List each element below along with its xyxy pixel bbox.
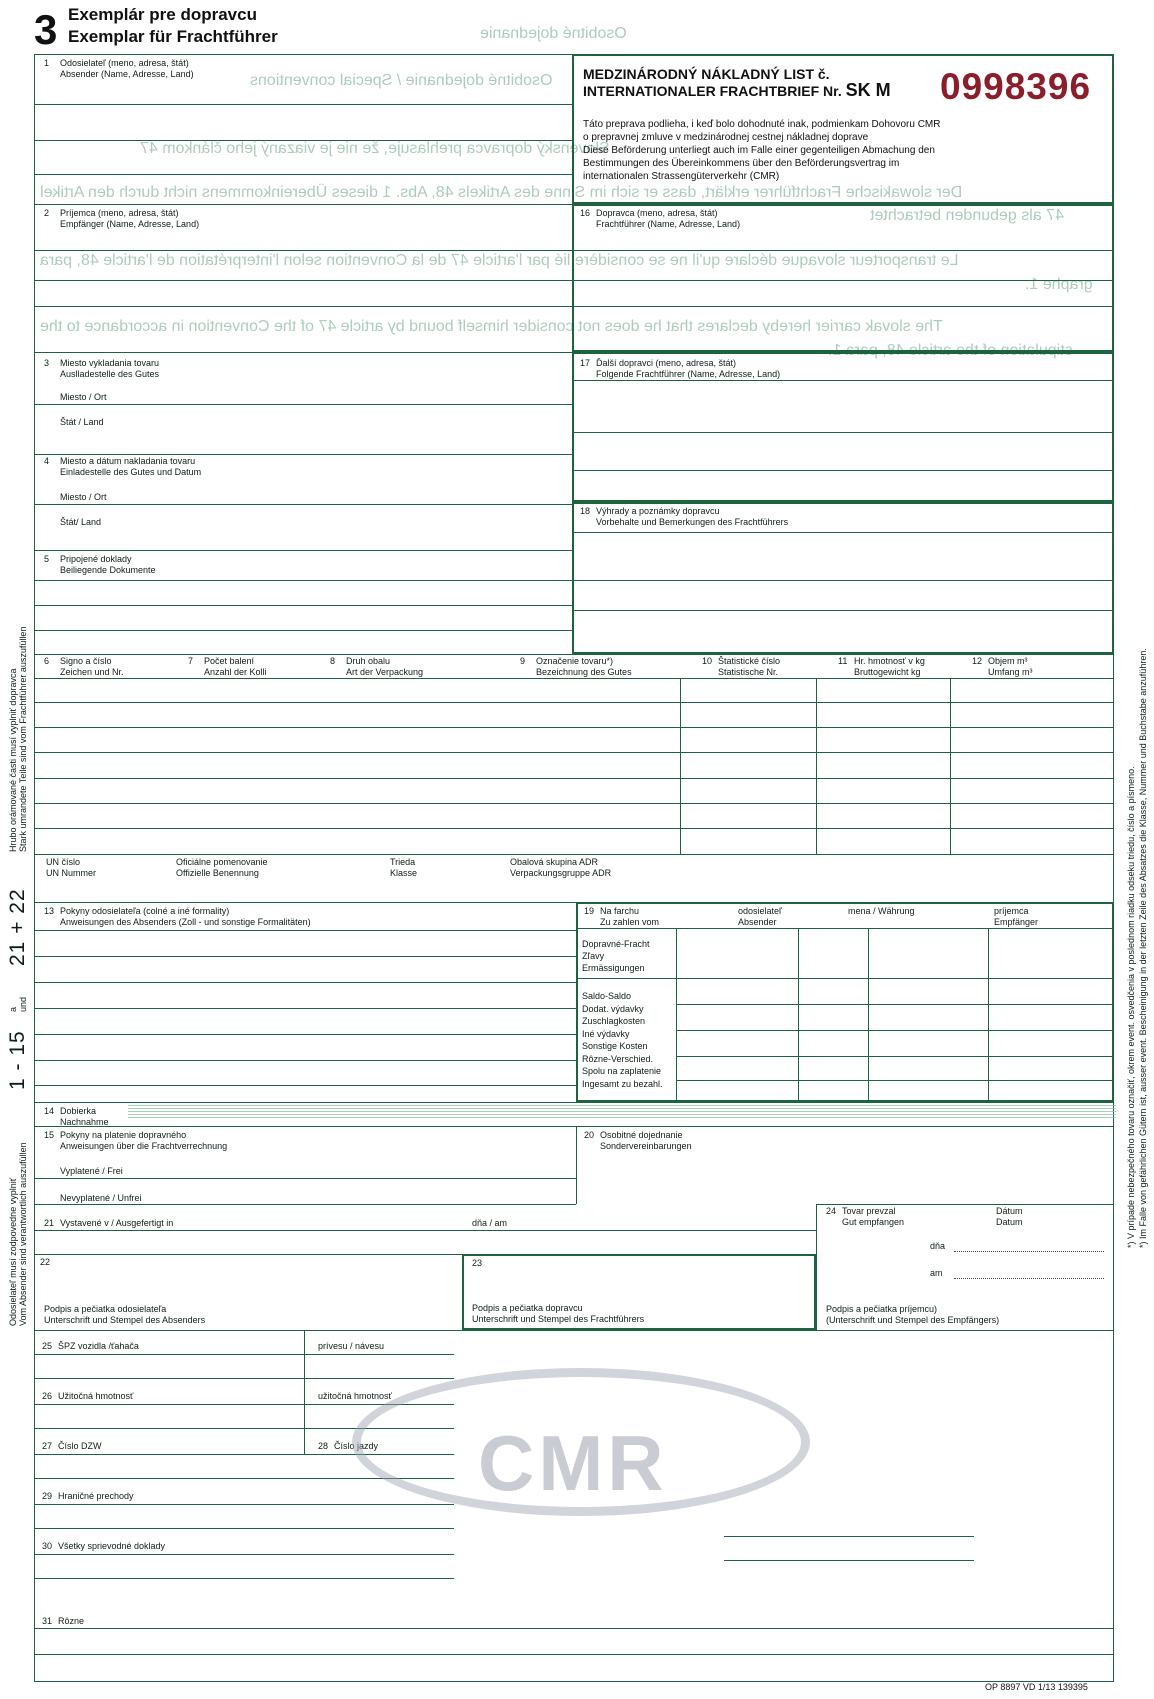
- field-22-signature: Podpis a pečiatka odosielateľa Unterschrift und Stempel des Absenders: [44, 1304, 206, 1325]
- rule: [676, 1030, 1114, 1031]
- rule: [34, 1126, 1114, 1127]
- rule: [34, 702, 1114, 703]
- rule: [798, 928, 799, 1102]
- rule: [724, 1536, 974, 1537]
- rule: [576, 928, 1114, 929]
- field-18-label: 18 Výhrady a poznámky dopravcu Vorbehalte und Bemerkungen des Frachtführers: [580, 506, 789, 527]
- rule: [868, 928, 869, 1102]
- rule: [34, 828, 1114, 829]
- field-15-paid: Vyplatené / Frei: [60, 1166, 123, 1176]
- field-16-label: 16 Dopravca (meno, adresa, štát) Frachtführer (Name, Adresse, Land): [580, 208, 741, 229]
- title-sk: MEDZINÁRODNÝ NÁKLADNÝ LIST č.: [583, 66, 830, 82]
- field-29-label: 29 Hraničné prechody: [42, 1491, 134, 1501]
- rule: [34, 280, 572, 281]
- field-23-label: 23: [472, 1258, 483, 1268]
- rule: [34, 1354, 454, 1355]
- rule: [34, 630, 572, 631]
- rule: [34, 1034, 576, 1035]
- side-note-dangerous-de: *) Im Falle von gefährlichen Gütern ist, ausser event. Bescheinigung in der letzten Zeile des Absatzes die Klasse, Nummer und Buchstabe anzuführen.: [1138, 648, 1148, 1248]
- field-31-label: 31 Rôzne: [42, 1616, 85, 1626]
- mirror-line: Osobitné dojednanie / Special conventions: [250, 72, 553, 89]
- field-24-date: Dátum Datum: [996, 1206, 1023, 1227]
- rule: [572, 532, 1114, 533]
- field-12-label: 12 Objem m³ Umfang m³: [972, 656, 1033, 677]
- side-and-sk: a: [8, 1006, 18, 1012]
- field-19-rows-a: Dopravné-Fracht Zľavy Ermässigungen: [582, 939, 650, 973]
- mirror-heading: Osobitné dojednanie: [480, 25, 627, 42]
- side-range-1-15: 1 - 15: [6, 1030, 29, 1090]
- rule: [34, 1230, 816, 1231]
- rule: [34, 1102, 1114, 1103]
- rule: [572, 580, 1114, 581]
- notice-line: internationalen Strassengüterverkehr (CMR): [583, 171, 780, 182]
- rule: [34, 803, 1114, 804]
- mirror-line: Slovenský dopravca prehlasuje, že nie je viazaný jeho článkom 47: [140, 140, 610, 157]
- rule: [572, 380, 1114, 381]
- adr-group-label: Obalová skupina ADR Verpackungsgruppe ADR: [510, 857, 612, 878]
- field-5-label: 5 Pripojené doklady Beiliegende Dokumente: [44, 554, 156, 575]
- rule: [572, 280, 1114, 281]
- field-4-label: 4 Miesto a dátum nakladania tovaru Einladestelle des Gutes und Datum: [44, 456, 202, 477]
- adr-un-label: UN číslo UN Nummer: [46, 857, 97, 878]
- field-3-place: Miesto / Ort: [60, 392, 107, 402]
- field-25-trailer: prívesu / návesu: [318, 1341, 385, 1351]
- rule: [34, 1178, 576, 1179]
- field-24-signature: Podpis a pečiatka príjemcu) (Unterschrift und Stempel des Empfängers): [826, 1304, 1000, 1325]
- rule: [34, 250, 572, 251]
- field-24-label: 24 Tovar prevzal Gut empfangen: [826, 1206, 905, 1227]
- rule: [576, 1126, 577, 1204]
- rule: [572, 306, 1114, 307]
- rule: [988, 928, 989, 1102]
- rule: [34, 605, 572, 606]
- side-note-carrier-de: Stark umrandete Teile sind vom Frachtführer auszufüllen: [18, 626, 28, 852]
- field-24-am: am: [930, 1268, 943, 1278]
- side-note-dangerous-sk: *) V prípade nebezpečného tovaru označiť, okrem event. osvedčenia v poslednom riadku odseku triedu, číslo a písmeno.: [1126, 766, 1136, 1248]
- field-21-label: 21 Vystavené v / Ausgefertigt in: [44, 1218, 174, 1228]
- field-19-recipient: príjemca Empfänger: [994, 906, 1039, 927]
- mirror-line: The slovak carrier hereby declares that he does not consider himself bound by article 47 of the Convention in accordance to the: [40, 318, 943, 335]
- field-2-label: 2 Príjemca (meno, adresa, štát) Empfänger (Name, Adresse, Land): [44, 208, 200, 229]
- field-15-unpaid: Nevyplatené / Unfrei: [60, 1193, 142, 1203]
- notice-line: Diese Beförderung unterliegt auch im Falle einer gegenteiligen Abmachung den: [583, 145, 935, 156]
- mirror-line: Der slowakische Frachtführer erklärt, dass er sich im Sinne des Artikels 48, Abs. 1 dieses Übereinkommens nicht durch den Artikel: [40, 184, 963, 201]
- rule: [34, 854, 1114, 855]
- rule: [34, 1654, 1114, 1655]
- transit-confirmation: [732, 1508, 776, 1530]
- field-23-signature: Podpis a pečiatka dopravcu Unterschrift und Stempel des Frachtführers: [472, 1303, 645, 1324]
- field-26-label-2: užitočná hmotnosť: [318, 1391, 392, 1401]
- rule: [34, 306, 572, 307]
- rule: [572, 470, 1114, 471]
- form-footer-code: OP 8897 VD 1/13 139395: [985, 1682, 1088, 1692]
- side-and-de: und: [18, 996, 28, 1012]
- rule: [34, 580, 572, 581]
- side-note-carrier-sk: Hrubo orámované časti musí vyplniť dopravca: [8, 668, 18, 852]
- field-13-label: 13 Pokyny odosielateľa (colné a iné formality) Anweisungen des Absenders (Zoll - und sonstige Formalitäten): [44, 906, 311, 927]
- notice-line: Táto preprava podlieha, i keď bolo dohodnuté inak, podmienkam Dohovoru CMR: [583, 119, 941, 130]
- rule: [816, 1204, 817, 1330]
- rule: [724, 1560, 974, 1561]
- adr-name-label: Oficiálne pomenovanie Offizielle Benennung: [176, 857, 268, 878]
- cod-stripe: [128, 1104, 1116, 1118]
- mirror-line: 47 als gebunden betrachtet: [870, 207, 1064, 224]
- field-25-label: 25 ŠPZ vozidla /ťahača: [42, 1341, 139, 1351]
- field-9-label: 9 Označenie tovaru*) Bezeichnung des Gutes: [520, 656, 632, 677]
- mirror-line: graphe 1.: [1025, 276, 1093, 293]
- rule: [676, 928, 677, 1102]
- rule: [34, 1008, 576, 1009]
- field-7-label: 7 Počet balení Anzahl der Kolli: [188, 656, 267, 677]
- field-15-label: 15 Pokyny na platenie dopravného Anweisungen über die Frachtverrechnung: [44, 1130, 228, 1151]
- rule: [34, 1085, 576, 1086]
- field-19-rows-b: Saldo-Saldo Dodat. výdavky Zuschlagkosten Iné výdavky Sonstige Kosten Rôzne-Verschied. Spolu na zaplatenie Ingesamt zu bezahl.: [582, 991, 663, 1089]
- cmr-notice: [583, 118, 940, 183]
- rule: [676, 1004, 1114, 1005]
- side-note-sender-sk: Odosielateľ musí zodpovedne vyplniť: [8, 1177, 18, 1326]
- field-19-label: 19 Na farchu Zu zahlen vom: [584, 906, 660, 927]
- rule: [34, 654, 1114, 655]
- notice-line: Bestimmungen des Übereinkommens über den Beförderungsvertrag im: [583, 158, 900, 169]
- rule: [34, 174, 572, 175]
- title-de: INTERNATIONALER FRACHTBRIEF Nr.: [583, 83, 842, 99]
- rule: [34, 1554, 454, 1555]
- rule: [34, 140, 572, 141]
- adr-class-label: Trieda Klasse: [390, 857, 418, 878]
- rule: [34, 727, 1114, 728]
- rule: [34, 1330, 1114, 1331]
- copy-title-sk: Exemplár pre dopravcu: [68, 5, 257, 24]
- rule: [34, 104, 572, 105]
- serial-number: 0998396: [940, 66, 1092, 107]
- serial-prefix: SK M: [845, 80, 891, 100]
- field-3-country: Štát / Land: [60, 417, 104, 427]
- field-20-label: 20 Osobitné dojednanie Sondervereinbarungen: [584, 1130, 692, 1151]
- field-30-label: 30 Všetky sprievodné doklady: [42, 1541, 166, 1551]
- rule: [572, 610, 1114, 611]
- field-4-place: Miesto / Ort: [60, 492, 107, 502]
- field-14-label: 14 Dobierka Nachnahme: [44, 1106, 109, 1127]
- field-8-label: 8 Druh obalu Art der Verpackung: [330, 656, 424, 677]
- rule: [34, 778, 1114, 779]
- rule: [34, 1204, 576, 1205]
- field-3-label: 3 Miesto vykladania tovaru Auslladestelle des Gutes: [44, 358, 160, 379]
- field-1-label: 1 Odosielateľ (meno, adresa, štát) Absender (Name, Adresse, Land): [44, 58, 194, 79]
- mirror-line: stipulation of the article 48, para 1.: [828, 342, 1073, 359]
- dotted-line: [954, 1251, 1104, 1252]
- rule: [34, 404, 572, 405]
- side-range-21-22: 21 + 22: [6, 888, 29, 966]
- rule: [34, 982, 576, 983]
- rule: [676, 1080, 1114, 1081]
- rule: [34, 678, 1114, 679]
- copy-number: 3: [34, 6, 58, 53]
- mirror-line: Le transporteur slovaque déclare qu'il ne se considère lié par l'article 47 de la Convention selon l'interprétation de l'article 48, para: [40, 252, 959, 269]
- rule: [34, 1378, 454, 1379]
- rule: [34, 454, 572, 455]
- field-10-label: 10 Štatistické číslo Statistische Nr.: [702, 656, 781, 677]
- field-26-label: 26 Užitočná hmotnosť: [42, 1391, 134, 1401]
- rule: [34, 504, 572, 505]
- side-note-sender-de: Vom Absender sind verantwortlich auszufüllen: [18, 1142, 28, 1326]
- field-19-sender: odosielateľ Absender: [738, 906, 782, 927]
- field-4-country: Štát/ Land: [60, 517, 102, 527]
- copy-title-de: Exemplar für Frachtführer: [68, 27, 278, 46]
- field-24-day: dňa: [930, 1241, 946, 1251]
- field-11-label: 11 Hr. hmotnosť v kg Bruttogewicht kg: [838, 656, 925, 677]
- field-17-label: 17 Ďalší dopravci (meno, adresa, štát) Folgende Frachtführer (Name, Adresse, Land): [580, 358, 781, 379]
- dotted-line: [954, 1278, 1104, 1279]
- rule: [572, 250, 1114, 251]
- rule: [34, 1628, 1114, 1629]
- rule: [816, 1204, 1114, 1205]
- rule: [34, 1578, 454, 1579]
- field-22-label: 22: [40, 1257, 51, 1267]
- rule: [572, 432, 1114, 433]
- field-27-label: 27 Číslo DZW: [42, 1441, 102, 1451]
- rule: [576, 978, 1114, 979]
- rule: [34, 956, 576, 957]
- cmr-watermark: CMR: [478, 1419, 668, 1507]
- title: [583, 66, 891, 99]
- rule: [304, 1330, 305, 1454]
- field-19-currency: mena / Währung: [848, 906, 915, 916]
- rule: [34, 1528, 454, 1529]
- field-28-label: 28 Číslo jazdy: [318, 1441, 379, 1451]
- rule: [676, 1056, 1114, 1057]
- notice-line: o prepravnej zmluve v medzinárodnej cestnej nákladnej doprave: [583, 132, 869, 143]
- rule: [34, 1504, 454, 1505]
- field-21-date: dňa / am: [472, 1218, 508, 1228]
- rule: [34, 1060, 576, 1061]
- rule: [34, 550, 572, 551]
- rule: [34, 752, 1114, 753]
- rule: [34, 930, 576, 931]
- field-6-label: 6 Signo a číslo Zeichen und Nr.: [44, 656, 124, 677]
